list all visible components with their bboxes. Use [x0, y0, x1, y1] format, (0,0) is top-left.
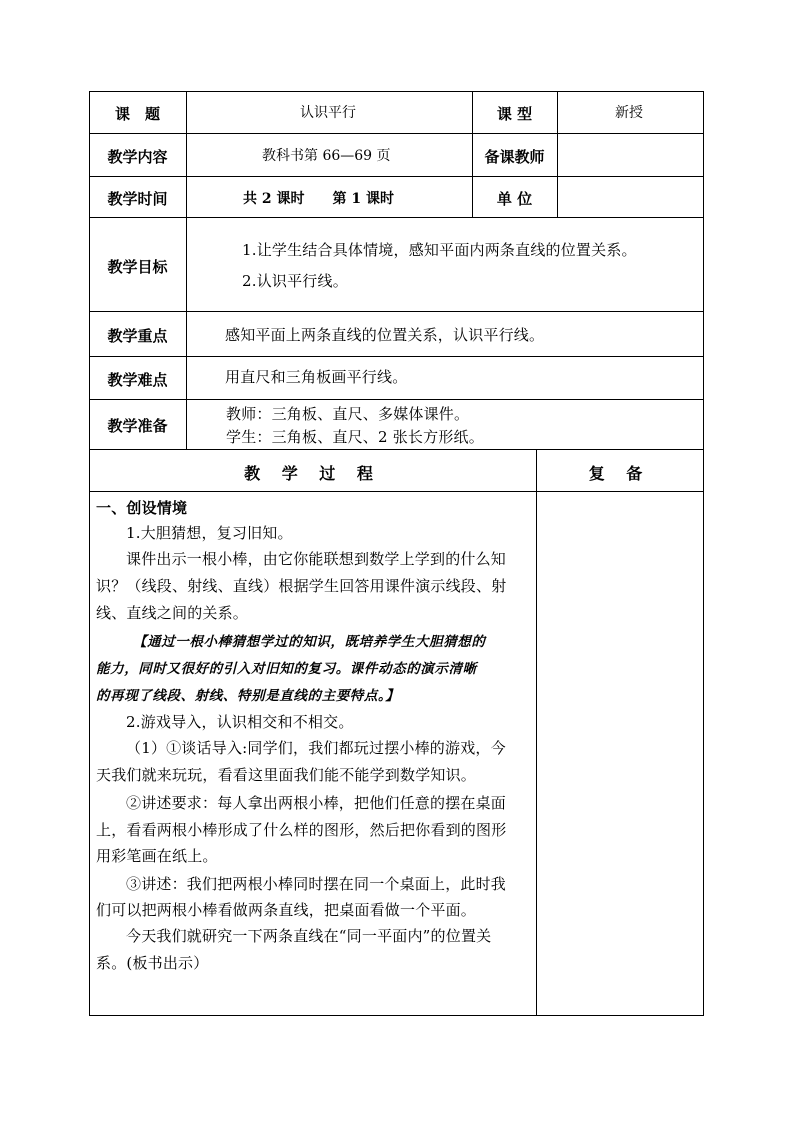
process-note-line: 【通过一根小棒猜想学过的知识，既培养学生大胆猜想的	[133, 634, 486, 650]
process-line: 系。(板书出示）	[96, 954, 209, 972]
column-divider	[536, 449, 537, 1016]
row-divider	[89, 449, 704, 450]
content-value: 教科书第 66—69 页	[262, 148, 391, 164]
table-border-left	[89, 91, 90, 1016]
row-divider	[89, 491, 704, 492]
column-divider	[186, 91, 187, 218]
process-line: 们可以把两根小棒看做两条直线，把桌面看做一个平面。	[96, 901, 477, 919]
time-value: 共 2 课时 第 1 课时	[243, 191, 394, 207]
section-title: 一、创设情境	[96, 499, 188, 517]
column-divider	[186, 217, 187, 312]
process-line: 天我们就来玩玩，看看这里面我们能不能学到数学知识。	[96, 766, 477, 784]
table-border-right	[703, 91, 704, 1016]
process-line: （1）①谈话导入:同学们，我们都玩过摆小棒的游戏，今	[126, 739, 506, 757]
process-note-line: 的再现了线段、射线、特别是直线的主要特点。】	[96, 688, 400, 704]
process-line: 上，看看两根小棒形成了什么样的图形，然后把你看到的图形	[96, 821, 507, 839]
difficulty-value: 用直尺和三角板画平行线。	[225, 368, 408, 386]
topic-value: 认识平行	[300, 105, 356, 121]
process-line: ③讲述：我们把两根小棒同时摆在同一个桌面上，此时我	[126, 875, 507, 893]
process-line: 今天我们就研究一下两条直线在“同一平面内”的位置关	[126, 927, 492, 945]
goals-label: 教学目标	[107, 258, 168, 276]
content-label: 教学内容	[107, 148, 168, 166]
review-heading: 复 备	[588, 464, 651, 483]
process-line: 2.游戏导入，认识相交和不相交。	[126, 713, 354, 731]
key-point-value: 感知平面上两条直线的位置关系，认识平行线。	[225, 326, 545, 344]
topic-label: 课 题	[114, 105, 160, 123]
goal-item: 2.认识平行线。	[242, 272, 348, 290]
table-border-top	[89, 91, 704, 92]
column-divider	[557, 91, 558, 218]
process-note-line: 能力，同时又很好的引入对旧知的复习。课件动态的演示清晰	[96, 661, 477, 677]
lesson-type-value: 新授	[615, 105, 643, 121]
process-line: ②讲述要求：每人拿出两根小棒，把他们任意的摆在桌面	[126, 794, 507, 812]
process-line: 识？（线段、射线、直线）根据学生回答用课件演示线段、射	[96, 577, 507, 595]
row-divider	[89, 356, 704, 357]
row-divider	[89, 311, 704, 312]
key-point-label: 教学重点	[107, 327, 168, 345]
table-border-bottom	[89, 1015, 704, 1016]
lesson-type-label: 课 型	[496, 105, 533, 123]
unit-label: 单 位	[496, 190, 533, 208]
process-line: 课件出示一根小棒，由它你能联想到数学上学到的什么知	[126, 550, 507, 568]
process-line: 线、直线之间的关系。	[96, 604, 249, 622]
process-line: 用彩笔画在纸上。	[96, 847, 218, 865]
row-divider	[89, 217, 704, 218]
process-line: 1.大胆猜想，复习旧知。	[126, 524, 293, 542]
preparation-line: 学生：三角板、直尺、2 张长方形纸。	[226, 428, 484, 446]
preparation-line: 教师：三角板、直尺、多媒体课件。	[226, 405, 470, 423]
process-heading: 教 学 过 程	[244, 464, 381, 483]
teacher-label: 备课教师	[484, 148, 545, 166]
time-label: 教学时间	[107, 190, 168, 208]
goal-item: 1.让学生结合具体情境，感知平面内两条直线的位置关系。	[242, 241, 637, 259]
row-divider	[89, 133, 704, 134]
row-divider	[89, 399, 704, 400]
difficulty-label: 教学难点	[107, 371, 168, 389]
row-divider	[89, 176, 704, 177]
preparation-label: 教学准备	[107, 417, 168, 435]
column-divider	[186, 311, 187, 450]
